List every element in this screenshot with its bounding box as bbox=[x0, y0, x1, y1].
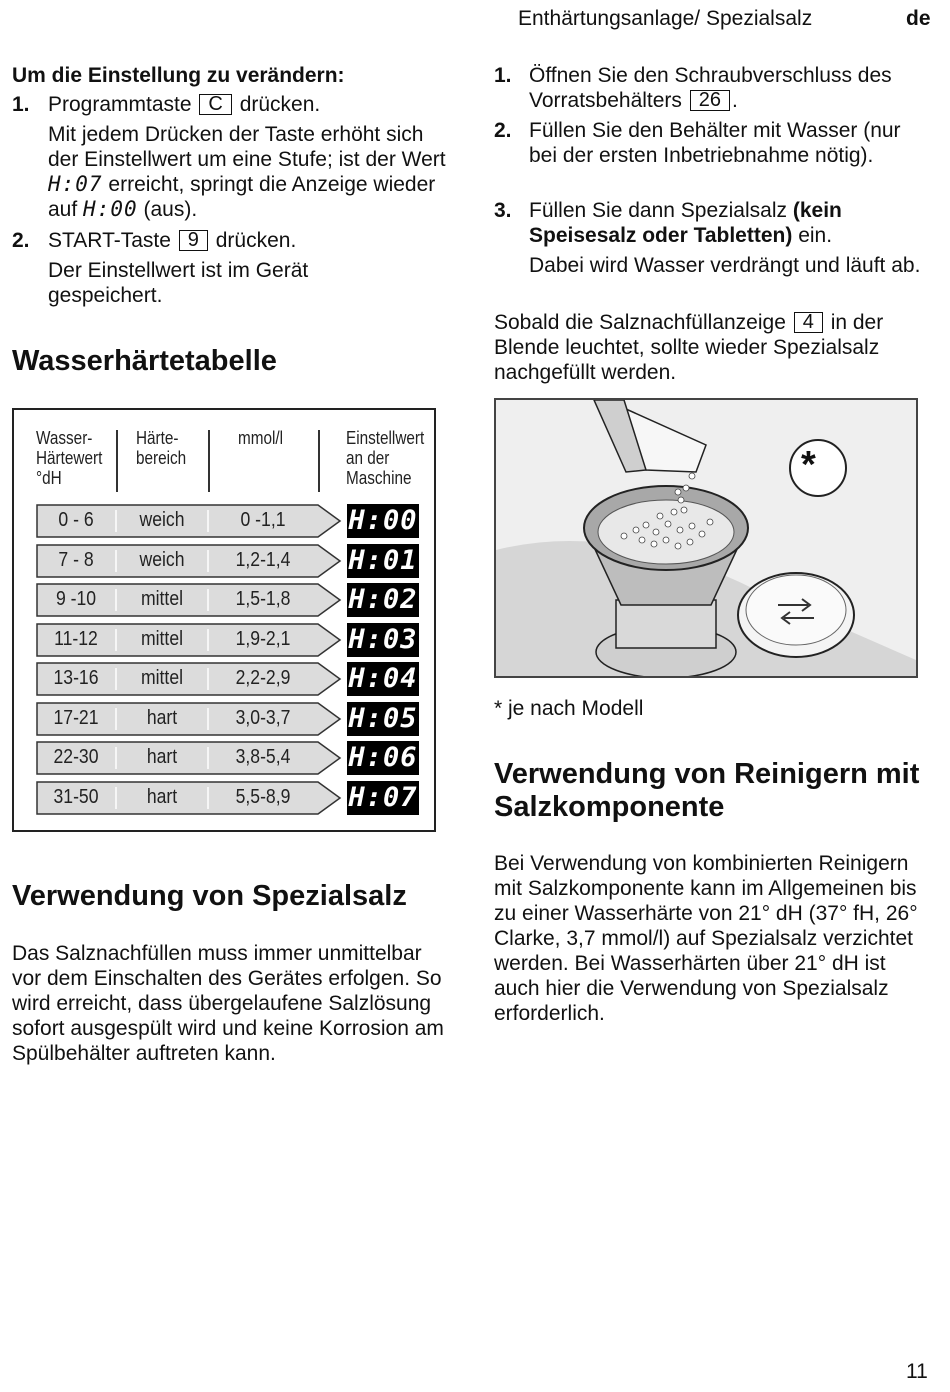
header-divider bbox=[318, 430, 320, 492]
step-detail: Mit jedem Drücken der Taste erhöht sich der Einstellwert um eine Stufe; ist der Wert bbox=[48, 123, 446, 171]
right-step-2 bbox=[494, 118, 924, 168]
step-text: drücken. bbox=[215, 229, 297, 252]
step-detail: Der Einstellwert ist im Gerät gespeichert. bbox=[48, 259, 309, 307]
header-mmol: mmol/l bbox=[238, 428, 284, 448]
cell-mmol: 3,0-3,7 bbox=[235, 706, 291, 729]
step-text: Programmtaste bbox=[48, 93, 192, 116]
table-row bbox=[36, 544, 342, 578]
step-text: drücken. bbox=[239, 93, 321, 116]
cell-dh: 9 -10 bbox=[55, 588, 97, 610]
salt-filling-illustration bbox=[494, 398, 918, 678]
program-key-label: C bbox=[199, 94, 231, 115]
indicator-ref-label: 4 bbox=[794, 312, 823, 333]
header-divider bbox=[208, 430, 210, 492]
cell-mmol: 1,5-1,8 bbox=[235, 588, 291, 610]
step-detail: (aus). bbox=[143, 198, 198, 221]
cell-range: mittel bbox=[140, 627, 184, 650]
setting-display: H:02 bbox=[348, 584, 418, 615]
cleaner-paragraph: Bei Verwendung von kombinierten Reinigern mit Salzkomponente kann im Allgemeinen bis zu einer Wasserhärte von 21° dH (37° fH, 26° Clarke, 3,7 mmol/l) auf Spezialsalz verzichtet werden. Bei Wasserhärten über 21° dH ist auch hier die Verwendung von Spezialsalz erforderlich. bbox=[494, 852, 918, 1025]
cell-dh: 22-30 bbox=[53, 746, 99, 768]
salt-indicator-paragraph: Sobald die Salznachfüllanzeige 4 in der Blende leuchtet, sollte wieder Spezialsalz nachgefüllt werden. bbox=[494, 311, 884, 384]
setting-display: H:03 bbox=[348, 623, 418, 655]
special-salt-heading: Verwendung von Spezialsalz bbox=[12, 880, 407, 912]
page-number: 11 bbox=[906, 1360, 928, 1383]
header-setting: Einstellwert an der Maschine bbox=[346, 428, 425, 488]
step-text: Füllen Sie dann Spezialsalz bbox=[529, 199, 787, 222]
cell-range: mittel bbox=[140, 588, 184, 610]
cell-range: weich bbox=[139, 509, 185, 531]
setting-display: H:01 bbox=[348, 544, 418, 576]
cell-mmol: 1,9-2,1 bbox=[235, 627, 291, 650]
header-divider bbox=[116, 430, 118, 492]
cell-dh: 13-16 bbox=[53, 667, 99, 689]
cell-mmol: 2,2-2,9 bbox=[235, 667, 291, 689]
step-number: 2. bbox=[12, 229, 30, 252]
special-salt-paragraph: Das Salznachfüllen muss immer unmittelbar vor dem Einschalten des Gerätes erfolgen. So wird erreicht, dass übergelaufene Salzlösung sofort ausgespült wird und keine Korrosion am Spülbehälter auftreten kann. bbox=[12, 942, 444, 1065]
header-range: Härte- bereich bbox=[136, 428, 187, 468]
table-row bbox=[36, 583, 342, 617]
change-setting-heading: Um die Einstellung zu verändern: bbox=[12, 64, 345, 87]
step-number: 1. bbox=[12, 93, 30, 116]
table-row bbox=[36, 702, 342, 736]
step-text: Füllen Sie den Behälter mit Wasser (nur bei der ersten Inbetriebnahme nötig). bbox=[529, 119, 901, 167]
running-header-title: Enthärtungsanlage/ Spezialsalz bbox=[518, 7, 813, 30]
cell-mmol: 0 -1,1 bbox=[240, 509, 286, 531]
start-key-label: 9 bbox=[179, 230, 208, 251]
water-hardness-table bbox=[12, 408, 436, 832]
cell-range: hart bbox=[146, 785, 178, 808]
cell-mmol: 1,2-1,4 bbox=[235, 548, 291, 571]
reservoir-ref-label: 26 bbox=[690, 90, 730, 111]
step-2 bbox=[12, 228, 452, 308]
step-number: 2. bbox=[494, 119, 512, 142]
value-max-display: H:07 bbox=[48, 172, 103, 196]
cell-dh: 17-21 bbox=[53, 706, 99, 729]
step-text: ein. bbox=[798, 224, 833, 247]
cell-range: hart bbox=[146, 706, 178, 729]
language-marker: de bbox=[906, 7, 931, 30]
step-text: START-Taste bbox=[48, 229, 171, 252]
cell-dh: 0 - 6 bbox=[58, 509, 94, 531]
cell-mmol: 3,8-5,4 bbox=[235, 746, 291, 768]
right-step-1 bbox=[494, 63, 924, 113]
footnote: * je nach Modell bbox=[494, 697, 644, 720]
setting-display: H:05 bbox=[348, 702, 418, 734]
model-star-marker: * bbox=[801, 444, 816, 486]
cleaner-heading: Verwendung von Reinigern mit Salzkomponente bbox=[494, 758, 920, 823]
table-heading: Wasserhärtetabelle bbox=[12, 345, 277, 377]
step-detail: erreicht, springt die Anzeige wieder auf bbox=[48, 173, 436, 221]
header-dh: Wasser- Härtewert °dH bbox=[36, 428, 103, 488]
step-1 bbox=[12, 92, 452, 222]
cell-range: weich bbox=[139, 548, 185, 571]
funnel-drawing bbox=[496, 400, 916, 676]
table-row bbox=[36, 623, 342, 657]
setting-display: H:07 bbox=[348, 781, 418, 813]
value-min-display: H:00 bbox=[83, 197, 138, 221]
table-row bbox=[36, 504, 342, 538]
right-step-3 bbox=[494, 198, 924, 278]
table-row bbox=[36, 781, 342, 815]
cell-range: hart bbox=[146, 746, 178, 768]
step-number: 3. bbox=[494, 199, 512, 222]
setting-display: H:00 bbox=[348, 505, 418, 536]
setting-display: H:04 bbox=[348, 663, 418, 694]
step-number: 1. bbox=[494, 64, 512, 87]
step-detail: Dabei wird Wasser verdrängt und läuft ab. bbox=[529, 254, 921, 277]
setting-display: H:06 bbox=[348, 742, 418, 773]
cell-dh: 31-50 bbox=[53, 785, 99, 808]
table-row bbox=[36, 741, 342, 775]
cell-dh: 11-12 bbox=[54, 627, 98, 650]
step-text-bold: (kein Speisesalz oder Tabletten) bbox=[529, 199, 842, 247]
cell-mmol: 5,5-8,9 bbox=[235, 785, 291, 808]
step-text: Öffnen Sie den Schraubverschluss des Vorratsbehälters bbox=[529, 64, 892, 112]
table-row bbox=[36, 662, 342, 696]
cell-dh: 7 - 8 bbox=[58, 548, 94, 571]
step-text: . bbox=[732, 89, 738, 112]
cell-range: mittel bbox=[140, 667, 184, 689]
